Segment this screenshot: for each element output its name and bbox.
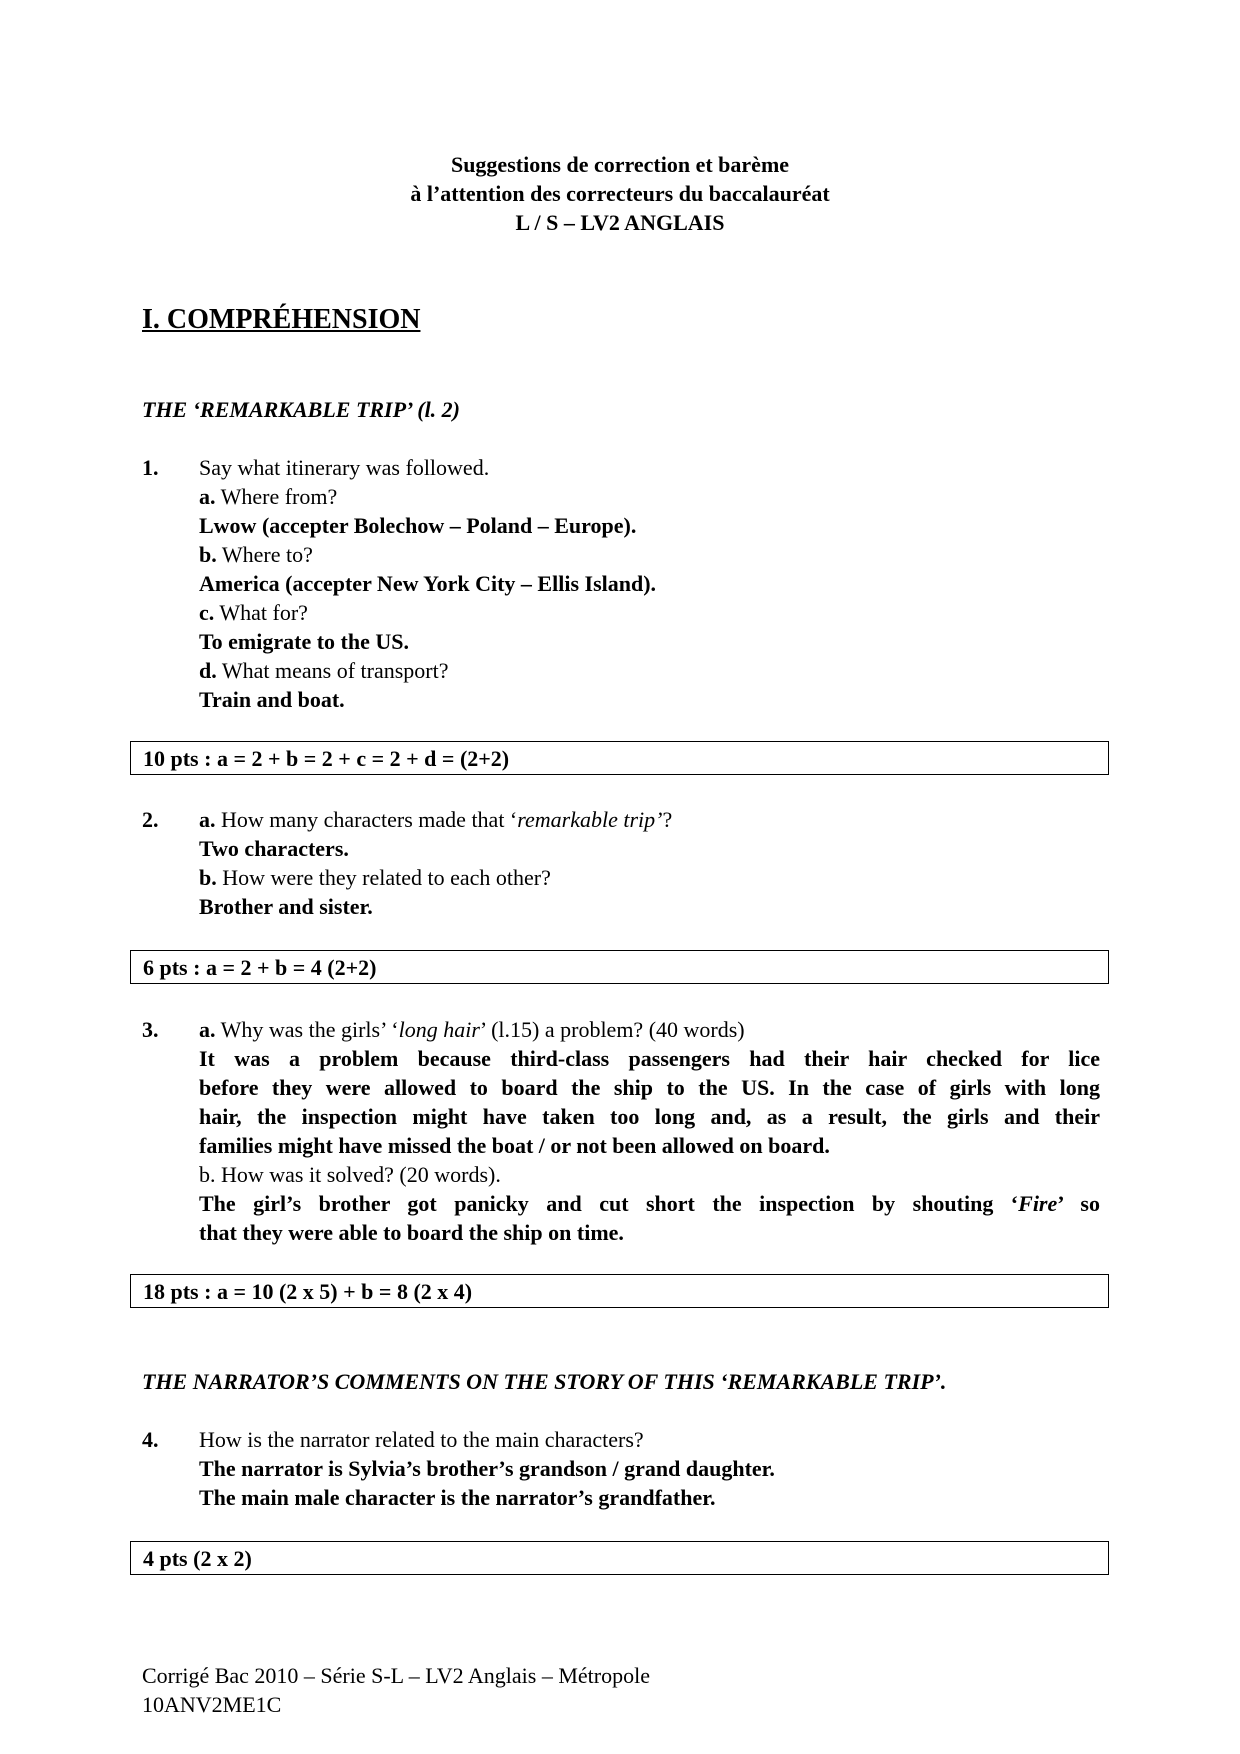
footer-line-2: 10ANV2ME1C: [142, 1692, 282, 1717]
question-2b-answer: Brother and sister.: [199, 894, 373, 919]
question-2-score-box: 6 pts : a = 2 + b = 4 (2+2): [130, 950, 1109, 984]
subheading-remarkable-trip: THE ‘REMARKABLE TRIP’ (l. 2): [142, 397, 461, 422]
document-header: [0, 150, 1240, 237]
question-3a-answer-line-3: hair, the inspection might have taken too long and, as a result, the girls and their: [199, 1104, 1100, 1129]
question-3a-answer-line-1: It was a problem because third-class passengers had their hair checked for lice: [199, 1046, 1100, 1071]
question-2a-answer: Two characters.: [199, 836, 349, 861]
question-4-answer-line-1: The narrator is Sylvia’s brother’s grandson / grand daughter.: [199, 1456, 775, 1481]
question-2-body: [199, 805, 1099, 921]
question-1b-answer: America (accepter New York City – Ellis Island).: [199, 571, 657, 596]
header-line-1: Suggestions de correction et barème: [450, 152, 790, 177]
question-1-score-box: 10 pts : a = 2 + b = 2 + c = 2 + d = (2+2): [130, 741, 1109, 775]
question-1b: b. Where to?: [199, 542, 313, 567]
question-3a-answer-line-4: families might have missed the boat / or not been allowed on board.: [199, 1133, 830, 1158]
question-3a: a. Why was the girls’ ‘long hair’ (l.15) a problem? (40 words): [199, 1017, 745, 1042]
question-2-number: 2.: [142, 807, 159, 832]
section-title: I. COMPRÉHENSION: [142, 304, 421, 335]
question-1-prompt: Say what itinerary was followed.: [199, 455, 490, 480]
question-3a-answer-line-2: before they were allowed to board the ship to the US. In the case of girls with long: [199, 1075, 1100, 1100]
question-4-prompt: How is the narrator related to the main characters?: [199, 1427, 644, 1452]
question-1d-answer: Train and boat.: [199, 687, 345, 712]
question-1c: c. What for?: [199, 600, 308, 625]
question-3-number: 3.: [142, 1017, 159, 1042]
question-3b-answer-line-2: that they were able to board the ship on time.: [199, 1220, 624, 1245]
question-3-score-box: 18 pts : a = 10 (2 x 5) + b = 8 (2 x 4): [130, 1274, 1109, 1308]
question-1d: d. What means of transport?: [199, 658, 449, 683]
question-3b: b. How was it solved? (20 words).: [199, 1162, 501, 1187]
subheading-narrator-comments: THE NARRATOR’S COMMENTS ON THE STORY OF THIS ‘REMARKABLE TRIP’.: [142, 1369, 947, 1394]
question-4-body: [199, 1425, 1099, 1512]
question-2b: b. How were they related to each other?: [199, 865, 551, 890]
header-line-2: à l’attention des correcteurs du baccalauréat: [410, 181, 830, 206]
question-1a: a. Where from?: [199, 484, 338, 509]
question-1-body: [199, 453, 1099, 714]
question-4-number: 4.: [142, 1427, 159, 1452]
document-footer: [142, 1661, 650, 1719]
question-4-score-box: 4 pts (2 x 2): [130, 1541, 1109, 1575]
header-line-3: L / S – LV2 ANGLAIS: [515, 210, 725, 235]
footer-line-1: Corrigé Bac 2010 – Série S-L – LV2 Anglais – Métropole: [142, 1663, 650, 1688]
question-3b-answer-line-1: The girl’s brother got panicky and cut short the inspection by shouting ‘Fire’ so: [199, 1191, 1100, 1216]
question-3-body: [199, 1015, 1100, 1247]
question-1a-answer: Lwow (accepter Bolechow – Poland – Europe).: [199, 513, 637, 538]
question-1-number: 1.: [142, 455, 159, 480]
question-4-answer-line-2: The main male character is the narrator’s grandfather.: [199, 1485, 716, 1510]
question-1c-answer: To emigrate to the US.: [199, 629, 409, 654]
question-2a: a. How many characters made that ‘remarkable trip’?: [199, 807, 673, 832]
